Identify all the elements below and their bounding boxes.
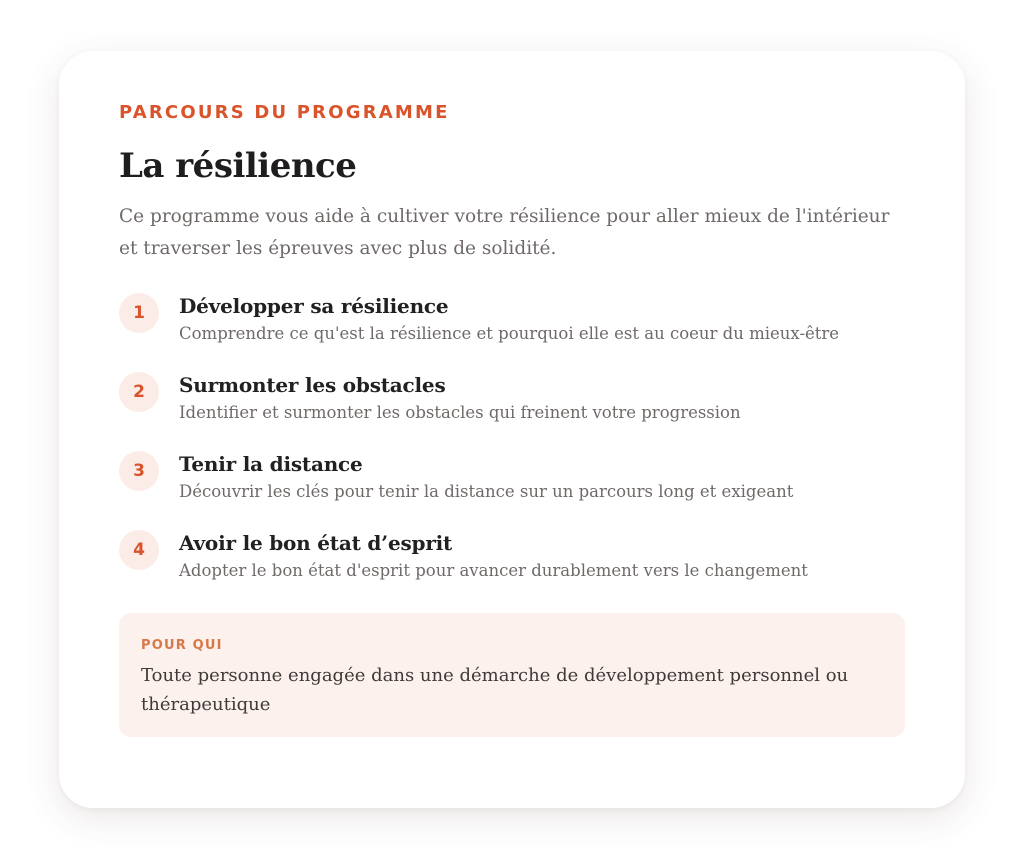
step-number-badge: 1 [119, 293, 159, 333]
step-description: Découvrir les clés pour tenir la distance sur un parcours long et exigeant [179, 482, 794, 501]
step-description: Comprendre ce qu'est la résilience et pourquoi elle est au coeur du mieux-être [179, 324, 840, 343]
step-item [119, 288, 905, 367]
program-title: La résilience [119, 146, 357, 186]
step-title: Surmonter les obstacles [179, 373, 446, 397]
step-number-badge: 4 [119, 530, 159, 570]
audience-text: Toute personne engagée dans une démarche de développement personnel ou thérapeutique [141, 665, 849, 715]
step-number-badge: 2 [119, 372, 159, 412]
program-eyebrow: PARCOURS DU PROGRAMME [119, 102, 450, 123]
audience-box [119, 613, 905, 737]
step-item [119, 446, 905, 525]
program-card [59, 51, 965, 808]
step-description: Adopter le bon état d'esprit pour avancer durablement vers le changement [179, 561, 808, 580]
step-number-badge: 3 [119, 451, 159, 491]
step-title: Avoir le bon état d’esprit [179, 531, 453, 555]
step-description: Identifier et surmonter les obstacles qui freinent votre progression [179, 403, 741, 422]
audience-label: POUR QUI [141, 638, 223, 653]
step-list [119, 288, 905, 604]
step-title: Développer sa résilience [179, 294, 449, 318]
step-item [119, 367, 905, 446]
step-title: Tenir la distance [179, 452, 363, 476]
program-intro: Ce programme vous aide à cultiver votre résilience pour aller mieux de l'intérieur et traverser les épreuves avec plus de solidité. [119, 206, 890, 259]
step-item [119, 525, 905, 604]
